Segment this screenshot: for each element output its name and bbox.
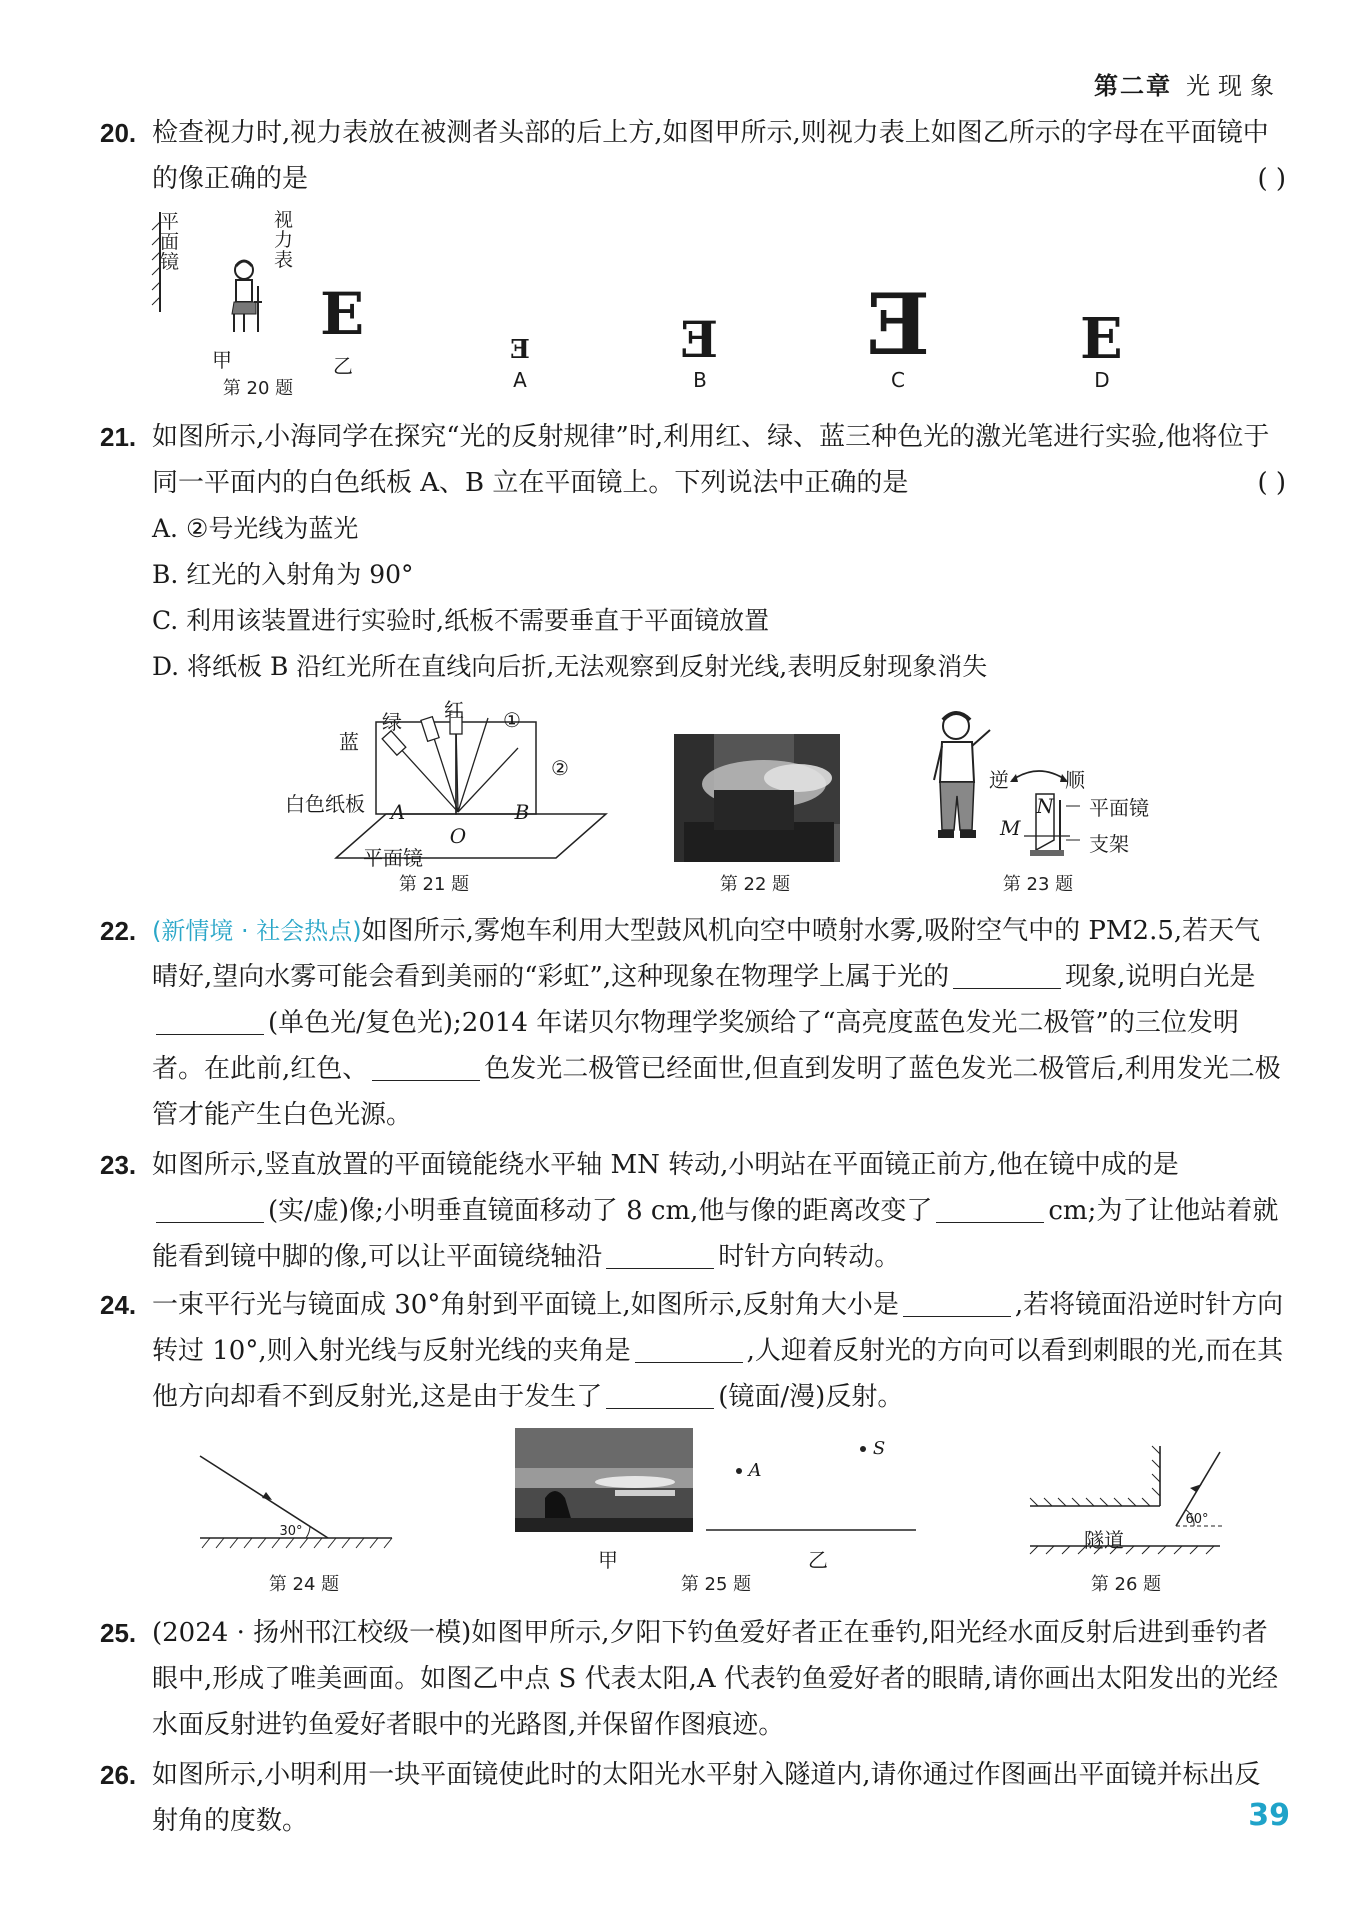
water-surface-line — [706, 1528, 926, 1532]
point-a-dot — [736, 1468, 742, 1474]
answer-blank[interactable] — [156, 1192, 264, 1223]
leader-lines — [1066, 800, 1086, 860]
answer-blank[interactable] — [635, 1332, 743, 1363]
label-lv: 绿 — [382, 710, 402, 734]
figure-21-caption: 第 21 题 — [398, 874, 470, 895]
question-number: 26. — [100, 1760, 137, 1790]
label-circle-2: ② — [551, 756, 569, 780]
answer-blank[interactable] — [372, 1050, 480, 1081]
question-number: 20. — [100, 118, 137, 148]
label-white-board: 白色纸板 — [285, 792, 365, 816]
person-sitting-icon — [210, 256, 270, 356]
answer-blank[interactable] — [936, 1192, 1044, 1223]
tunnel-sunlight-diagram — [1026, 1438, 1226, 1558]
option-c-image: E — [866, 275, 931, 374]
label-b: B — [514, 800, 530, 824]
figure-22-caption: 第 22 题 — [719, 874, 791, 895]
mirror-label: 平面镜 — [160, 211, 180, 273]
label-mirror: 平面镜 — [363, 846, 423, 870]
label-m: M — [1000, 816, 1021, 840]
question-26 — [100, 1752, 1286, 1844]
label-n: N — [1036, 794, 1054, 818]
option-c-label: C — [891, 368, 905, 392]
question-text: (2024 · 扬州邗江校级一模)如图甲所示,夕阳下钓鱼爱好者正在垂钓,阳光经水面反射后进到垂钓者眼中,形成了唯美画面。如图乙中点 S 代表太阳,A 代表钓鱼爱好者的眼睛,请你画出太阳发出的光经水面反射进钓鱼爱好者眼中的光路图,并保留作图痕迹。 — [152, 1618, 1279, 1740]
figure-26-caption: 第 26 题 — [1090, 1574, 1162, 1595]
jia-label: 甲 — [212, 348, 232, 372]
point-s-dot — [860, 1446, 866, 1452]
fog-cannon-truck-photo — [674, 734, 840, 862]
question-text: 检查视力时,视力表放在被测者头部的后上方,如图甲所示,则视力表上如图乙所示的字母在平面镜中的像正确的是 — [152, 118, 1269, 194]
label-mirror: 平面镜 — [1089, 796, 1149, 820]
mirror-hatch — [150, 212, 170, 322]
question-text: 一束平行光与镜面成 30°角射到平面镜上,如图所示,反射角大小是 ,若将镜面沿逆时针方向转过 10°,则入射光线与反射光线的夹角是 ,人迎着反射光的方向可以看到刺眼的光,而在其他方向却看不到反射光,这是由于发生了 (镜面/漫)反射。 — [100, 1282, 1286, 1420]
tunnel-label: 隧道 — [1084, 1528, 1124, 1552]
context-tag: (新情境 · 社会热点) — [152, 917, 362, 945]
chapter-label: 第二章 — [1094, 72, 1172, 100]
figure-25-caption: 第 25 题 — [680, 1574, 752, 1595]
answer-blank[interactable] — [903, 1286, 1011, 1317]
answer-paren: ( ) — [1257, 164, 1286, 194]
answer-paren: ( ) — [1257, 468, 1286, 498]
question-text: 如图所示,小明利用一块平面镜使此时的太阳光水平射入隧道内,请你通过作图画出平面镜并标出反射角的度数。 — [152, 1760, 1261, 1836]
yi-label: 乙 — [808, 1548, 828, 1572]
yi-label: 乙 — [333, 354, 353, 378]
question-text: (新情境 · 社会热点)如图所示,雾炮车利用大型鼓风机向空中喷射水雾,吸附空气中的 PM2.5,若天气晴好,望向水雾可能会看到美丽的“彩虹”,这种现象在物理学上属于光的 现象,说明白光是(单色光/复色光);2014 年诺贝尔物理学奖颁给了“高亮度蓝色发光二极管”的三位发明者。在此前,红色、 色发光二极管已经面世,但直到发明了蓝色发光二极管后,利用发光二极管才能产生白色光源。 — [152, 916, 1281, 1130]
question-21 — [100, 414, 1286, 690]
question-number: 21. — [100, 422, 137, 452]
question-text: 如图所示,竖直放置的平面镜能绕水平轴 MN 转动,小明站在平面镜正前方,他在镜中成的是(实/虚)像;小明垂直镜面移动了 8 cm,他与像的距离改变了 cm;为了让他站着就能看到镜中脚的像,可以让平面镜绕轴沿 时针方向转动。 — [152, 1150, 1279, 1272]
option-d-label: D — [1094, 368, 1110, 392]
answer-blank[interactable] — [606, 1238, 714, 1269]
label-stand: 支架 — [1089, 832, 1129, 856]
figure-23-caption: 第 23 题 — [1002, 874, 1074, 895]
label-shun: 顺 — [1065, 768, 1085, 792]
answer-blank[interactable] — [156, 1004, 264, 1035]
option-a: A. ②号光线为蓝光 — [152, 514, 359, 543]
figure-20-caption: 第 20 题 — [222, 378, 294, 399]
option-c: C. 利用该装置进行实验时,纸板不需要垂直于平面镜放置 — [152, 606, 770, 635]
chart-letter-e: E — [320, 280, 365, 348]
question-number: 24. — [100, 1290, 137, 1320]
answer-blank[interactable] — [953, 958, 1061, 989]
question-number: 22. — [100, 916, 137, 946]
label-ni: 逆 — [989, 768, 1009, 792]
question-text: 如图所示,小海同学在探究“光的反射规律”时,利用红、绿、蓝三种色光的激光笔进行实验,他将位于同一平面内的白色纸板 A、B 立在平面镜上。下列说法中正确的是 — [152, 422, 1270, 498]
sunset-fishing-photo — [515, 1428, 693, 1532]
option-b-image: E — [680, 310, 719, 369]
page-number: 39 — [1248, 1798, 1290, 1833]
question-20 — [100, 110, 1286, 202]
answer-blank[interactable] — [606, 1378, 714, 1409]
question-25 — [100, 1610, 1286, 1748]
label-a: A — [748, 1460, 762, 1481]
label-s: S — [872, 1438, 886, 1459]
label-circle-1: ① — [503, 708, 521, 732]
jia-label: 甲 — [598, 1548, 618, 1572]
option-b: B. 红光的入射角为 90° — [152, 560, 414, 589]
running-header — [1094, 66, 1282, 101]
question-number: 23. — [100, 1150, 137, 1180]
angle-30-label: 30° — [279, 1524, 303, 1539]
label-lan: 蓝 — [339, 730, 359, 754]
question-24 — [100, 1282, 1286, 1420]
angle-60-label: 60° — [1185, 1512, 1209, 1527]
chapter-title: 光现象 — [1186, 72, 1282, 100]
question-number: 25. — [100, 1618, 137, 1648]
figure-24-caption: 第 24 题 — [268, 1574, 340, 1595]
label-hong: 红 — [444, 698, 464, 722]
label-o: O — [449, 824, 467, 848]
label-a: A — [390, 800, 406, 824]
chart-label: 视力表 — [274, 209, 294, 271]
option-a-image: E — [510, 335, 530, 365]
question-22 — [100, 908, 1286, 1138]
incident-ray-diagram — [200, 1448, 400, 1558]
option-b-label: B — [693, 368, 707, 392]
option-a-label: A — [513, 368, 527, 392]
question-23 — [100, 1142, 1286, 1280]
option-d: D. 将纸板 B 沿红光所在直线向后折,无法观察到反射光线,表明反射现象消失 — [152, 652, 988, 681]
option-d-image: E — [1080, 306, 1123, 372]
